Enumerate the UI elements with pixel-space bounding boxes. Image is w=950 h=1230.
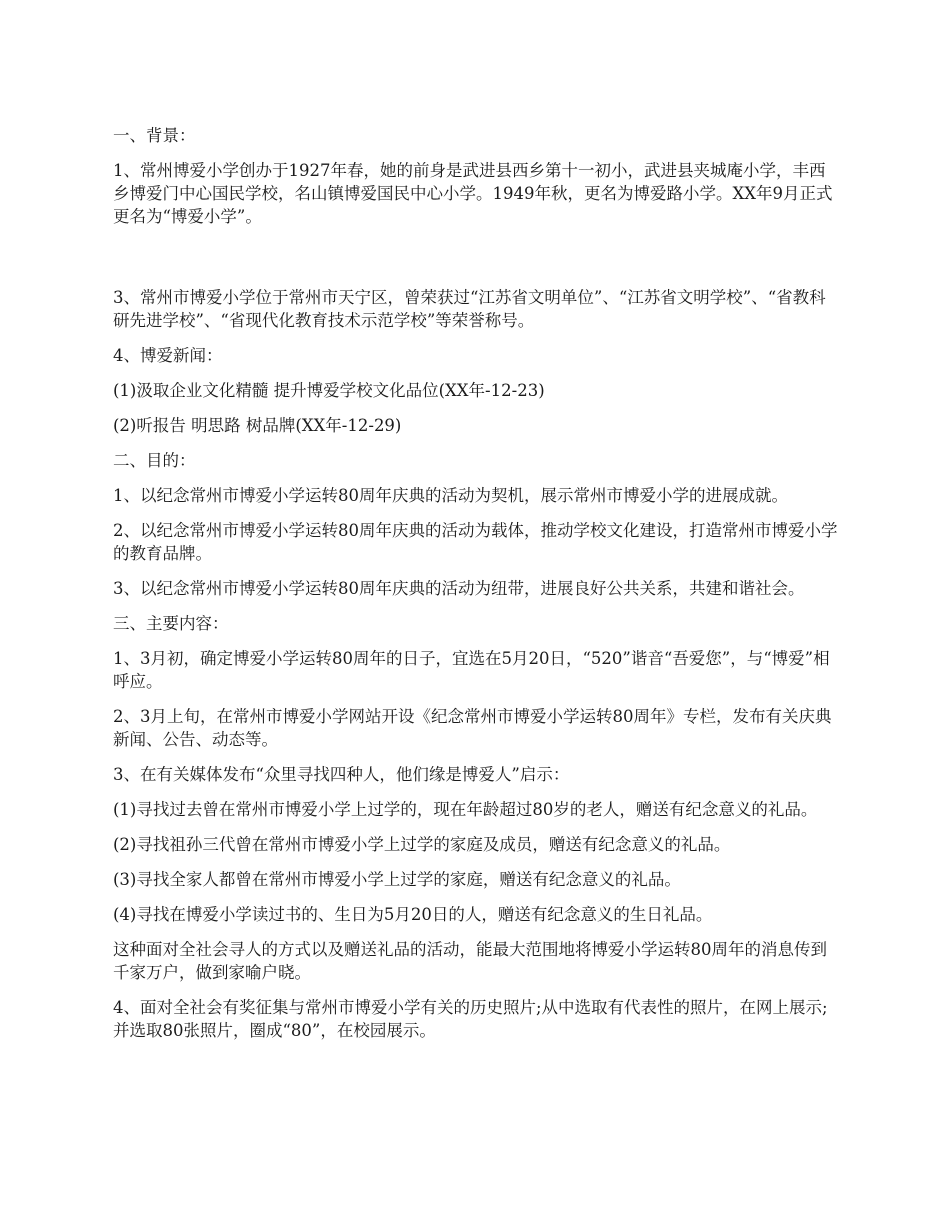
blank-gap — [113, 240, 841, 286]
paragraph-news-heading: 4、博爱新闻： — [113, 346, 223, 365]
search-item-1: (1)寻找过去曾在常州市博爱小学上过学的，现在年龄超过80岁的老人，赠送有纪念意义的礼品。 — [113, 800, 818, 819]
paragraph-effect: 这种面对全社会寻人的方式以及赠送礼品的活动，能最大范围地将博爱小学运转80周年的消息传到千家万户，做到家喻户晓。 — [113, 940, 827, 982]
content-item-2: 2、3月上旬，在常州市博爱小学网站开设《纪念常州市博爱小学运转80周年》专栏，发布有关庆典新闻、公告、动态等。 — [113, 707, 832, 749]
section-heading-background: 一、背景： — [113, 126, 196, 145]
section-heading-purpose: 二、目的： — [113, 451, 196, 470]
search-item-4: (4)寻找在博爱小学读过书的、生日为5月20日的人，赠送有纪念意义的生日礼品。 — [113, 905, 713, 924]
purpose-item-1: 1、以纪念常州市博爱小学运转80周年庆典的活动为契机，展示常州市博爱小学的进展成就。 — [113, 486, 788, 505]
content-item-1: 1、3月初，确定博爱小学运转80周年的日子，宜选在5月20日，“520”谐音“吾爱您”，与“博爱”相呼应。 — [113, 649, 830, 691]
purpose-item-3: 3、以纪念常州市博爱小学运转80周年庆典的活动为纽带，进展良好公共关系，共建和谐社会。 — [113, 579, 805, 598]
content-item-3: 3、在有关媒体发布“众里寻找四种人，他们缘是博爱人”启示： — [113, 765, 570, 784]
content-item-4: 4、面对全社会有奖征集与常州市博爱小学有关的历史照片;从中选取有代表性的照片，在网上展示;并选取80张照片，圈成“80”，在校园展示。 — [113, 998, 828, 1040]
paragraph-honors: 3、常州市博爱小学位于常州市天宁区，曾荣获过“江苏省文明单位”、“江苏省文明学校”、“省教科研先进学校”、“省现代化教育技术示范学校”等荣誉称号。 — [113, 288, 826, 330]
section-heading-content: 三、主要内容： — [113, 614, 229, 633]
paragraph-history: 1、常州博爱小学创办于1927年春，她的前身是武进县西乡第十一初小，武进县夹城庵小学，丰西乡博爱门中心国民学校，名山镇博爱国民中心小学。1949年秋，更名为博爱路小学。XX年9月正式更名为“博爱小学”。 — [113, 161, 833, 226]
search-item-3: (3)寻找全家人都曾在常州市博爱小学上过学的家庭，赠送有纪念意义的礼品。 — [113, 870, 681, 889]
search-item-2: (2)寻找祖孙三代曾在常州市博爱小学上过学的家庭及成员，赠送有纪念意义的礼品。 — [113, 835, 731, 854]
document-body — [113, 124, 841, 1054]
purpose-item-2: 2、以纪念常州市博爱小学运转80周年庆典的活动为载体，推动学校文化建设，打造常州市博爱小学的教育品牌。 — [113, 521, 838, 563]
news-item-2: (2)听报告 明思路 树品牌(XX年-12-29) — [113, 416, 402, 435]
news-item-1: (1)汲取企业文化精髓 提升博爱学校文化品位(XX年-12-23) — [113, 381, 545, 400]
